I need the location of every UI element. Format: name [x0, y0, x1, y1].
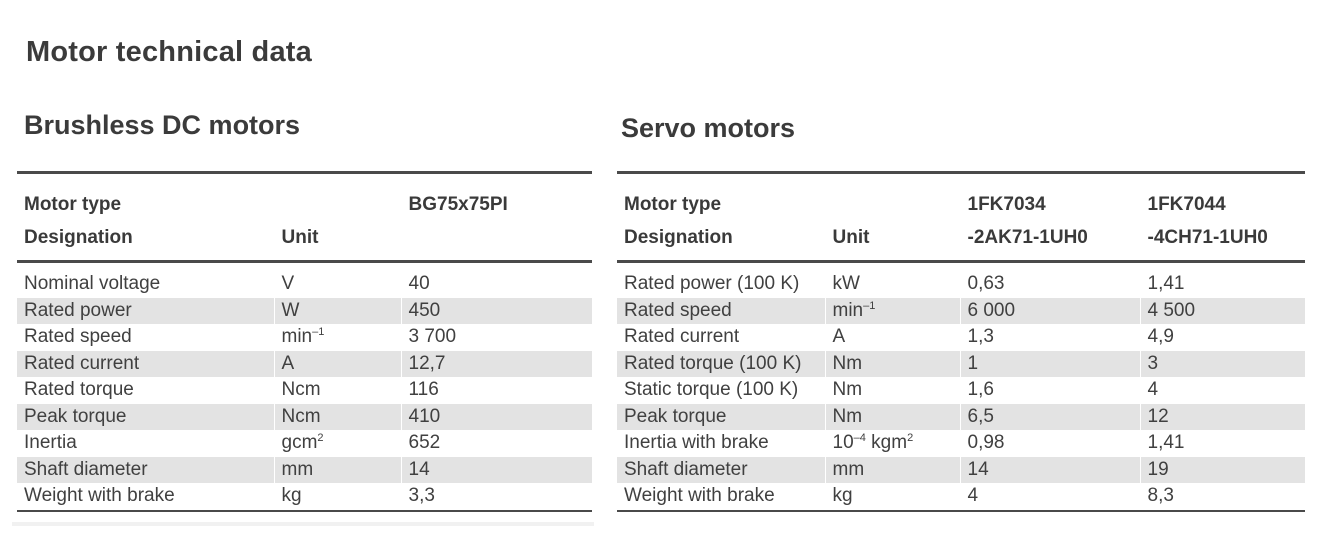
- servo-table-body: [617, 262, 1305, 511]
- header-unit: Unit: [274, 173, 401, 262]
- cell-unit: [825, 483, 960, 511]
- table-row: [17, 324, 592, 351]
- table-row: [17, 483, 592, 511]
- header-motor-type: Motor type: [624, 194, 722, 215]
- cell-value-1fk7034: 14: [960, 457, 1140, 484]
- unit-suffix: kgm: [865, 432, 908, 453]
- cell-value-1fk7034: 4: [960, 483, 1140, 511]
- cell-value-bg75x75pi: 40: [401, 271, 592, 298]
- table-row: [617, 271, 1305, 298]
- bldc-spec-table: [17, 171, 592, 512]
- unit-base: Nm: [832, 405, 863, 427]
- unit-exponent: –1: [863, 299, 876, 312]
- header-model-bg75x75pi: BG75x75PI: [401, 173, 592, 262]
- table-row: [617, 457, 1305, 484]
- cell-value-1fk7044: 8,3: [1140, 483, 1305, 511]
- bldc-section-title: Brushless DC motors: [24, 110, 301, 140]
- table-row: [17, 351, 592, 378]
- cell-value-1fk7034: 0,63: [960, 271, 1140, 298]
- cell-unit: [825, 457, 960, 484]
- cell-value-1fk7034: 6 000: [960, 298, 1140, 325]
- unit-base: mm: [832, 458, 865, 480]
- cell-unit: [274, 483, 401, 511]
- page-title: Motor technical data: [26, 36, 312, 68]
- cell-unit: [825, 377, 960, 404]
- cell-unit: [825, 271, 960, 298]
- cell-value-bg75x75pi: 116: [401, 377, 592, 404]
- servo-spec-table: [617, 171, 1305, 512]
- unit-base: kg: [832, 485, 853, 506]
- cell-value-1fk7044: 4 500: [1140, 298, 1305, 325]
- table-row: [617, 483, 1305, 511]
- unit-base: Ncm: [281, 379, 321, 400]
- table-row: [617, 298, 1305, 325]
- header-motor-type: Motor type: [24, 194, 122, 215]
- table-row: [17, 430, 592, 457]
- cell-value-1fk7044: 1,41: [1140, 430, 1305, 457]
- cell-parameter: Rated power (100 K): [617, 271, 825, 298]
- cell-unit: [274, 377, 401, 404]
- table-row: [17, 298, 592, 325]
- unit-exponent: 2: [907, 432, 914, 444]
- cell-value-bg75x75pi: 652: [401, 430, 592, 457]
- cell-parameter: Rated current: [617, 324, 825, 351]
- cell-value-1fk7044: 12: [1140, 404, 1305, 431]
- cell-unit: [825, 324, 960, 351]
- servo-section-title: Servo motors: [621, 113, 796, 143]
- table-header-row: [617, 173, 1305, 262]
- table-row: [17, 457, 592, 484]
- cell-value-1fk7044: 3: [1140, 351, 1305, 378]
- bottom-shade-divider: [12, 522, 594, 526]
- cell-value-1fk7044: 1,41: [1140, 271, 1305, 298]
- cell-unit: [274, 351, 401, 378]
- cell-value-1fk7034: 6,5: [960, 404, 1140, 431]
- cell-unit: [274, 457, 401, 484]
- cell-unit: [274, 430, 401, 457]
- table-row: [617, 430, 1305, 457]
- header-designation: Designation: [24, 227, 133, 248]
- cell-parameter: Inertia with brake: [617, 430, 825, 457]
- unit-base: Nm: [832, 352, 863, 374]
- cell-value-1fk7034: 1,6: [960, 377, 1140, 404]
- cell-parameter: Static torque (100 K): [617, 377, 825, 404]
- cell-parameter: Weight with brake: [17, 483, 274, 511]
- cell-parameter: Shaft diameter: [617, 457, 825, 484]
- cell-unit: [825, 404, 960, 431]
- header-designation: Designation: [624, 227, 733, 248]
- unit-base: V: [281, 273, 295, 294]
- cell-value-bg75x75pi: 3 700: [401, 324, 592, 351]
- cell-parameter: Rated torque (100 K): [617, 351, 825, 378]
- cell-value-bg75x75pi: 410: [401, 404, 592, 431]
- unit-base: W: [281, 299, 300, 321]
- header-unit: Unit: [825, 173, 960, 262]
- unit-base: Ncm: [281, 405, 321, 427]
- cell-parameter: Weight with brake: [617, 483, 825, 511]
- cell-unit: [274, 324, 401, 351]
- unit-base: A: [281, 352, 295, 374]
- table-row: [617, 404, 1305, 431]
- cell-unit: [825, 298, 960, 325]
- cell-unit: [825, 430, 960, 457]
- cell-value-1fk7044: 19: [1140, 457, 1305, 484]
- table-row: [617, 351, 1305, 378]
- unit-exponent: –1: [312, 326, 325, 338]
- cell-unit: [274, 404, 401, 431]
- cell-value-bg75x75pi: 3,3: [401, 483, 592, 511]
- unit-base: gcm: [281, 432, 318, 453]
- cell-unit: [825, 351, 960, 378]
- bldc-table-body: [17, 262, 592, 511]
- unit-base: min: [832, 299, 864, 321]
- cell-parameter: Shaft diameter: [17, 457, 274, 484]
- header-motor-type-designation: [17, 173, 274, 262]
- cell-unit: [274, 271, 401, 298]
- unit-base: Nm: [832, 379, 863, 400]
- cell-parameter: Rated torque: [17, 377, 274, 404]
- cell-parameter: Peak torque: [617, 404, 825, 431]
- unit-exponent: –4: [853, 432, 866, 444]
- cell-value-bg75x75pi: 450: [401, 298, 592, 325]
- cell-value-bg75x75pi: 12,7: [401, 351, 592, 378]
- table-row: [17, 271, 592, 298]
- unit-exponent: 2: [317, 432, 324, 444]
- table-row: [17, 404, 592, 431]
- cell-parameter: Rated speed: [617, 298, 825, 325]
- cell-value-1fk7044: 4: [1140, 377, 1305, 404]
- unit-base: kg: [281, 485, 302, 506]
- table-row: [17, 377, 592, 404]
- table-row: [617, 324, 1305, 351]
- header-motor-type-designation: [617, 173, 825, 262]
- cell-parameter: Rated current: [17, 351, 274, 378]
- unit-base: min: [281, 326, 313, 347]
- cell-value-bg75x75pi: 14: [401, 457, 592, 484]
- cell-parameter: Rated speed: [17, 324, 274, 351]
- cell-parameter: Inertia: [17, 430, 274, 457]
- header-model-1fk7034: 1FK7034 -2AK71-1UH0: [960, 173, 1140, 262]
- cell-unit: [274, 298, 401, 325]
- cell-value-1fk7034: 1: [960, 351, 1140, 378]
- unit-base: kW: [832, 273, 860, 294]
- cell-value-1fk7044: 4,9: [1140, 324, 1305, 351]
- cell-parameter: Peak torque: [17, 404, 274, 431]
- cell-parameter: Rated power: [17, 298, 274, 325]
- unit-base: 10: [832, 432, 854, 453]
- cell-parameter: Nominal voltage: [17, 271, 274, 298]
- table-header-row: [17, 173, 592, 262]
- unit-base: mm: [281, 458, 314, 480]
- cell-value-1fk7034: 1,3: [960, 324, 1140, 351]
- table-row: [617, 377, 1305, 404]
- cell-value-1fk7034: 0,98: [960, 430, 1140, 457]
- unit-base: A: [832, 326, 846, 347]
- header-model-1fk7044: 1FK7044 -4CH71-1UH0: [1140, 173, 1305, 262]
